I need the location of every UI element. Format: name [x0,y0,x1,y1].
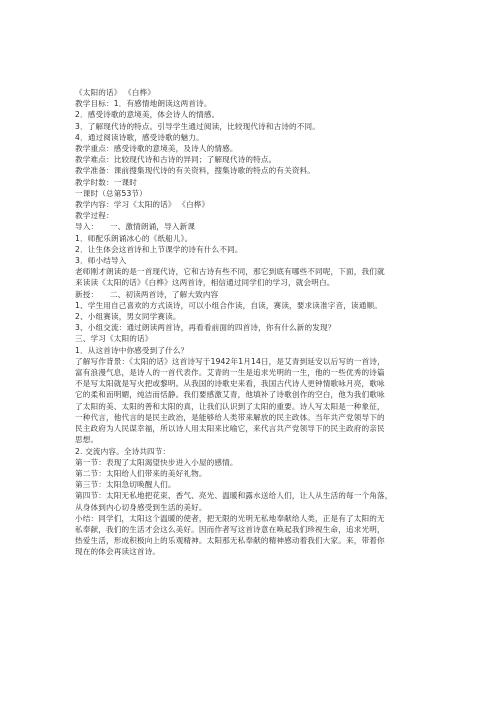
summary-line: 热爱生活，形成积极向上的乐观精神。太阳那无私奉献的精神感动着我们大家。来，带着你 [75,536,385,546]
section-heading: 导入： 一、激情朗诵，导入新课 [75,222,196,232]
objective-line: 教学目标：1．有感情地朗读这两首诗。 [75,99,212,109]
key-point-line: 教学重点：感受诗歌的意境美，及诗人的情感。 [75,144,238,154]
summary-line: 小结：同学们，太阳这个温暖的使者，把无限的光明无私地奉献给人类，正是有了太阳的无 [75,513,385,523]
paragraph-line: 思想。 [75,435,99,445]
step-line: 2、小组赛读，男女同学赛读。 [75,312,181,322]
paragraph-line: 它的柔和而明媚，纯洁而恬静。我们要感激艾青，他填补了诗歌创作的空白，他为我们歌咏 [75,390,385,400]
summary-line: 现在的体会再读这首诗。 [75,547,161,557]
paragraph-line: 一种代言，他代言的是民主政治，是能够给人类带来解放的民主政体。当年共产党领导下的 [75,412,385,422]
hours-line: 教学时数：一课时 [75,177,137,187]
paragraph-line: 民主政府为人民谋幸福，所以诗人用太阳来比喻它，来代言共产党领导下的民主政府的亲民 [75,424,385,434]
stanza-line: 第二节：太阳给人们带来的美好礼物。 [75,468,207,478]
step-line: 1、学生用自己喜欢的方式读诗，可以小组合作读，自读，赛读，要求读准字音，读通顺。 [75,300,382,310]
content-line: 教学内容：学习《太阳的话》 《白桦》 [75,200,210,210]
stanza-line: 第四节：太阳无私地把花束、香气、亮光、温暖和露水送给人们，让人从生活的每一个角落， [75,491,393,501]
summary-line: 私奉献，我们的生活才会这么美好。因而作者写这首诗意在唤起我们珍视生命，追求光明， [75,524,385,534]
paragraph-line: 不是写太阳就是写火把或黎明。从我国的诗歌史来看，我国古代诗人更钟情歌咏月亮，歌咏 [75,379,385,389]
step-line: 2. 交流内容。全诗共四节： [75,446,171,456]
paragraph-line: 来读读《太阳的话》《白桦》这两首诗，相信通过同学们的学习，就会明白。 [75,278,335,288]
process-heading: 教学过程： [75,211,114,221]
paragraph-line: 了解写作背景：《太阳的话》这首诗写于1942年1月14日，是艾青到延安以后写的一首诗， [75,356,385,366]
preparation-line: 教学准备：课前搜集现代诗的有关资料，搜集诗歌的特点的有关资料。 [75,166,316,176]
step-line: 1．从这首诗中你感受到了什么？ [75,345,189,355]
paragraph-line: 老师刚才朗读的是一首现代诗，它和古诗有些不同，那它到底有哪些不同呢，下面，我们就 [75,267,385,277]
section-heading: 新授： 二、初读两首诗，了解大致内容 [75,289,219,299]
stanza-line: 从身体到内心切身感受到生活的美好。 [75,502,207,512]
stanza-line: 第一节：表现了太阳渴望快步进入小屋的感情。 [75,457,238,467]
paragraph-line: 富有浪漫气息，是诗人的一首代表作。艾青的一生是追求光明的一生，他的一些优秀的诗篇 [75,368,385,378]
step-line: 1．师配乐朗诵冰心的《纸船儿》。 [75,233,193,243]
paragraph-line: 了太阳的美、太阳的善和太阳的真，让我们认识到了太阳的重要。诗人写太阳是一种象征， [75,401,385,411]
step-line: 3．师小结导入 [75,256,127,266]
step-line: 2．让生体会这首诗和上节课学的诗有什么不同。 [75,244,243,254]
step-line: 3、小组交流：通过朗读两首诗，再看看前面的四首诗，你有什么新的发现？ [75,323,336,333]
section-heading: 三、学习《太阳的话》 [75,334,153,344]
document-body [75,87,430,558]
lesson-number-line: 一课时（总第53节） [75,188,147,198]
objective-line: 4．通过阅读诗歌，感受诗歌的魅力。 [75,132,204,142]
stanza-line: 第三节：太阳急切唤醒人们。 [75,480,176,490]
doc-title: 《太阳的话》 《白桦》 [75,88,156,97]
difficulty-line: 教学难点：比较现代诗和古诗的异同；了解现代诗的特点。 [75,155,277,165]
objective-line: 3．了解现代诗的特点。引导学生通过阅读，比较现代诗和古诗的不同。 [75,121,321,131]
objective-line: 2．感受诗歌的意境美，体会诗人的情感。 [75,110,220,120]
